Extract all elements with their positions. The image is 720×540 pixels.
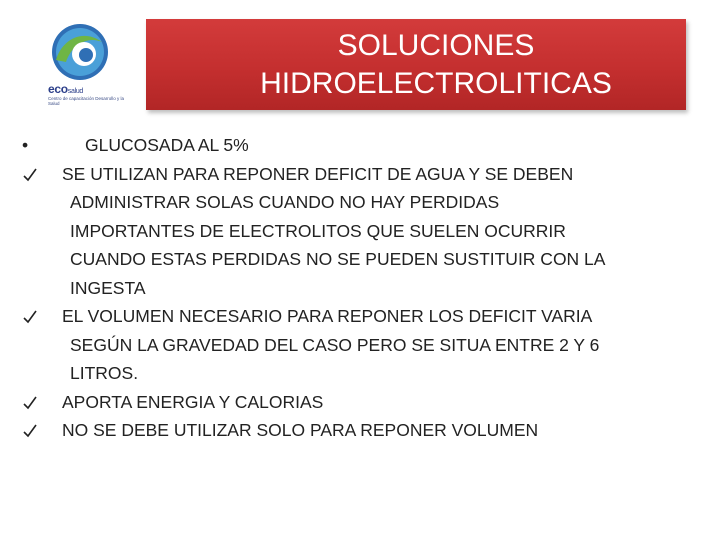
bullet-list xyxy=(18,131,708,445)
item-text: SE UTILIZAN PARA REPONER DEFICIT DE AGUA Y SE DEBEN xyxy=(62,163,574,184)
checkmark-icon xyxy=(22,160,52,189)
item-text: INGESTA xyxy=(70,277,146,298)
ecosalud-logo xyxy=(28,18,128,110)
checkmark-icon xyxy=(22,302,52,331)
list-item xyxy=(18,388,708,417)
title-line-2: HIDROELECTROLITICAS xyxy=(260,66,612,100)
list-item xyxy=(18,302,708,388)
item-text: SEGÚN LA GRAVEDAD DEL CASO PERO SE SITUA ENTRE 2 Y 6 xyxy=(70,334,600,355)
item-text: NO SE DEBE UTILIZAR SOLO PARA REPONER VOLUMEN xyxy=(62,420,539,440)
item-text: EL VOLUMEN NECESARIO PARA REPONER LOS DEFICIT VARIA xyxy=(62,306,593,326)
item-text: APORTA ENERGIA Y CALORIAS xyxy=(62,391,324,412)
item-text: GLUCOSADA AL 5% xyxy=(85,135,249,155)
logo-wordmark: ecosalud xyxy=(48,82,84,96)
list-item xyxy=(18,160,708,303)
checkmark-icon xyxy=(22,416,52,445)
logo-circle-icon xyxy=(44,22,114,82)
logo-tagline: Centro de capacitación Desarrollo y la Salud xyxy=(48,96,125,106)
item-text: IMPORTANTES DE ELECTROLITOS QUE SUELEN OCURRIR xyxy=(70,220,566,241)
title-banner xyxy=(146,19,686,110)
item-text: CUANDO ESTAS PERDIDAS NO SE PUEDEN SUSTITUIR CON LA xyxy=(70,249,606,269)
item-text: ADMINISTRAR SOLAS CUANDO NO HAY PERDIDAS xyxy=(70,192,500,212)
item-text: LITROS. xyxy=(70,363,139,383)
title-line-1: SOLUCIONES xyxy=(337,28,535,62)
checkmark-icon xyxy=(22,388,52,417)
bullet-icon: • xyxy=(22,135,29,155)
list-item xyxy=(18,131,708,160)
list-item xyxy=(18,416,708,445)
